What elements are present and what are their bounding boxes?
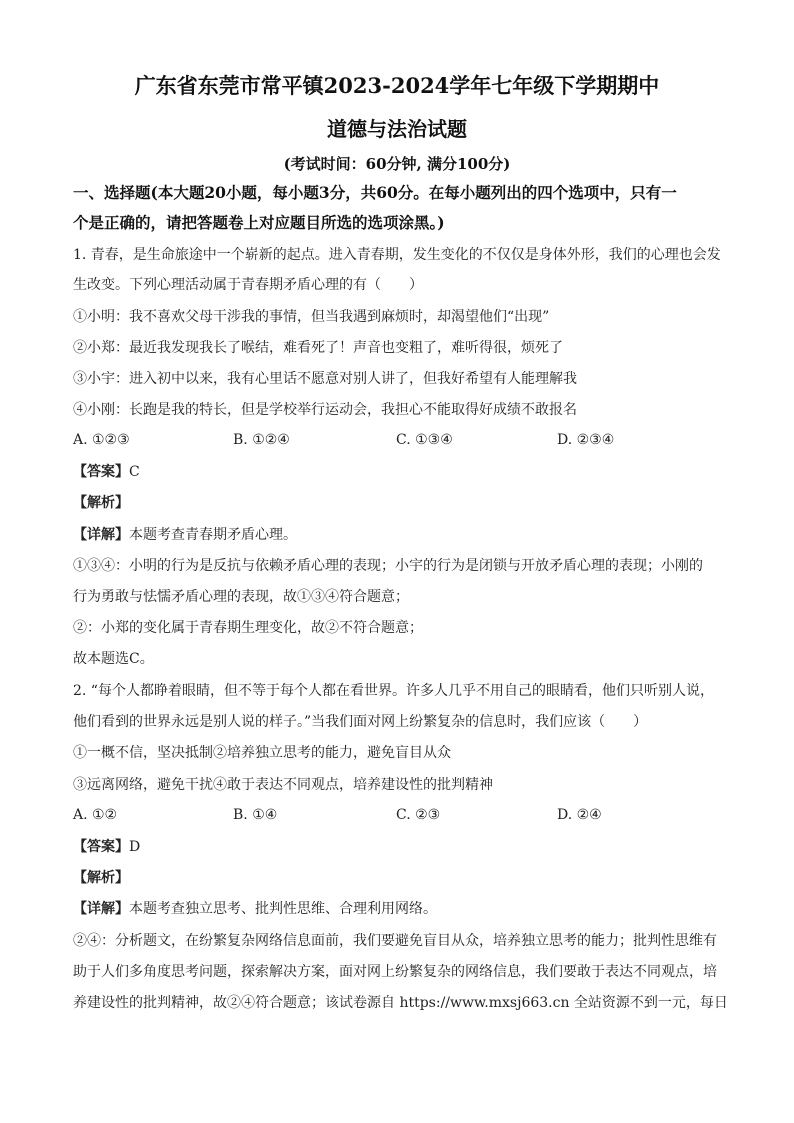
q2-option-b: B. ①④ [233, 807, 278, 823]
q2-item-line2: ③远离网络，避免干扰④敢于表达不同观点，培养建设性的批判精神 [73, 777, 493, 793]
q1-detail-tag: 【详解】 [73, 527, 129, 543]
q1-explanation-line4: 故本题选C。 [73, 651, 154, 667]
document-subject: 道德与法治试题 [327, 117, 467, 141]
q1-option-b: B. ①②④ [233, 432, 290, 448]
q2-explanation-line3: 养建设性的批判精神，故②④符合题意；该试卷源自 https://www.mxsj663.cn 全站资源不到一元，每日 [73, 995, 728, 1011]
q2-detail-tag: 【详解】 [73, 901, 129, 917]
q2-option-c: C. ②③ [396, 807, 441, 823]
q1-explanation-line1: ①③④：小明的行为是反抗与依赖矛盾心理的表现；小宇的行为是闭锁与开放矛盾心理的表现；小刚的 [73, 558, 703, 574]
q2-analysis-tag: 【解析】 [73, 870, 129, 886]
q2-answer [73, 838, 733, 856]
q2-option-d: D. ②④ [557, 807, 602, 823]
q1-item-1: ①小明：我不喜欢父母干涉我的事情，但当我遇到麻烦时，却渴望他们“出现” [73, 309, 550, 325]
q2-stem-line1: 2. “每个人都睁着眼睛，但不等于每个人都在看世界。许多人几乎不用自己的眼睛看，他们只听别人说， [73, 683, 714, 699]
q1-detail [73, 526, 733, 544]
q1-explanation-line3: ②：小郑的变化属于青春期生理变化，故②不符合题意； [73, 620, 423, 636]
document-title: 广东省东莞市常平镇2023-2024学年七年级下学期期中 [134, 73, 660, 98]
section-heading-line2: 个是正确的，请把答题卷上对应题目所选的选项涂黑。) [73, 213, 445, 232]
q1-answer-tag: 【答案】 [73, 464, 129, 480]
q2-item-line1: ①一概不信，坚决抵制②培养独立思考的能力，避免盲目从众 [73, 745, 451, 761]
q2-answer-tag: 【答案】 [73, 839, 129, 855]
q1-item-3: ③小宇：进入初中以来，我有心里话不愿意对别人讲了，但我好希望有人能理解我 [73, 371, 577, 387]
q1-detail-text: 本题考查青春期矛盾心理。 [129, 527, 297, 543]
q2-option-a: A. ①② [73, 807, 118, 823]
section-heading-line1: 一、选择题(本大题20小题，每小题3分，共60分。在每小题列出的四个选项中，只有一 [73, 183, 677, 202]
q1-stem-line1: 1. 青春，是生命旅途中一个崭新的起点。进入青春期，发生变化的不仅仅是身体外形，我们的心理也会发 [73, 247, 721, 263]
q2-explanation-line1: ②④：分析题文，在纷繁复杂网络信息面前，我们要避免盲目从众，培养独立思考的能力；批判性思维有 [73, 933, 717, 949]
q2-detail [73, 900, 733, 918]
q1-item-4: ④小刚：长跑是我的特长，但是学校举行运动会，我担心不能取得好成绩不敢报名 [73, 402, 577, 418]
q1-option-d: D. ②③④ [557, 432, 615, 448]
q2-detail-text: 本题考查独立思考、批判性思维、合理利用网络。 [129, 901, 437, 917]
q2-stem-line2: 他们看到的世界永远是别人说的样子。”当我们面对网上纷繁复杂的信息时，我们应该（ ） [73, 714, 648, 730]
q1-answer-value: C [129, 464, 140, 480]
q1-analysis-tag: 【解析】 [73, 495, 129, 511]
q1-option-c: C. ①③④ [396, 432, 453, 448]
q1-answer [73, 463, 733, 481]
q1-stem-line2: 生改变。下列心理活动属于青春期矛盾心理的有（ ） [73, 277, 423, 293]
q1-item-2: ②小郑：最近我发现我长了喉结，难看死了！声音也变粗了，难听得很，烦死了 [73, 340, 563, 356]
q2-explanation-line2: 助于人们多角度思考问题，探索解决方案，面对网上纷繁复杂的网络信息，我们要敢于表达不同观点，培 [73, 964, 717, 980]
q1-explanation-line2: 行为勇敢与怯懦矛盾心理的表现，故①③④符合题意； [73, 589, 409, 605]
q1-option-a: A. ①②③ [73, 432, 130, 448]
q2-answer-value: D [129, 839, 141, 855]
exam-info: (考试时间：60分钟, 满分100分) [283, 155, 511, 173]
